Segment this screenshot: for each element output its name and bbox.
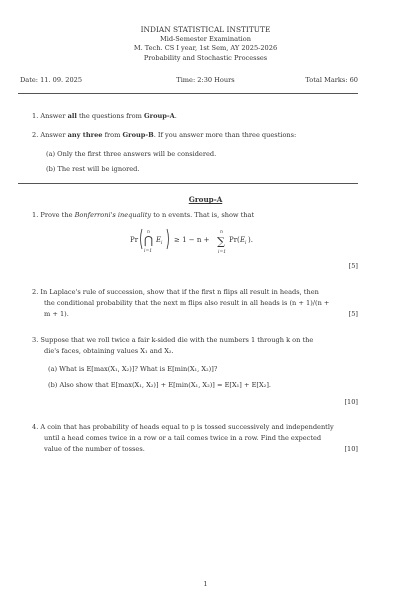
q4-line-3: value of the number of tosses.: [44, 445, 145, 453]
q3-line-1: 3. Suppose that we roll twice a fair k-sided die with the numbers 1 through k on the: [32, 336, 314, 344]
svg-text:i=1: i=1: [144, 249, 153, 254]
instruction-2-end: . If you answer more than three questions:: [153, 131, 297, 139]
svg-text:).: ).: [248, 236, 253, 244]
page-number: 1: [203, 580, 208, 588]
exam-duration: Time: 2:30 Hours: [176, 76, 235, 84]
total-marks: Total Marks: 60: [305, 76, 358, 84]
svg-text:E: E: [156, 236, 162, 244]
q1-text: 1. Prove the: [32, 211, 75, 219]
program-line: M. Tech. CS I year, 1st Sem, AY 2025-2026: [133, 44, 278, 52]
svg-text:∑: ∑: [217, 235, 225, 248]
q1-theorem-name: Bonferroni's inequality: [74, 211, 152, 219]
instruction-1-text: 1. Answer: [32, 112, 68, 120]
instruction-1: [32, 112, 177, 120]
q4-marks: [10]: [344, 445, 358, 453]
instruction-2: [32, 131, 296, 139]
instruction-2-emphasis: any three: [67, 131, 103, 139]
q3-part-b: (b) Also show that E[max(X₁, X₂)] + E[min(X₁, X₂)] = E[X₁] + E[X₂].: [48, 381, 271, 389]
q3-part-a: (a) What is E[max(X₁, X₂)]? What is E[min(X₁, X₂)]?: [48, 365, 218, 373]
instruction-2-text: 2. Answer: [32, 131, 68, 139]
instruction-1-end: .: [174, 112, 177, 120]
svg-text:n: n: [147, 230, 150, 235]
q1-text-end: to n events. That is, show that: [151, 211, 255, 219]
instruction-1-group: Group-A: [144, 112, 175, 120]
q4-line-1: 4. A coin that has probability of heads equal to p is tossed successively and independently: [32, 423, 334, 431]
svg-text:E: E: [240, 236, 246, 244]
svg-text:Pr: Pr: [130, 236, 139, 244]
q3-line-2: die's faces, obtaining values X₁ and X₂.: [44, 347, 174, 355]
institute-name: INDIAN STATISTICAL INSTITUTE: [140, 25, 271, 34]
q1-marks: [5]: [348, 262, 358, 270]
svg-text:Pr(: Pr(: [229, 236, 240, 244]
course-name: Probability and Stochastic Processes: [143, 54, 268, 62]
q2-line-3: m + 1).: [44, 310, 69, 318]
svg-text:⋂: ⋂: [144, 234, 154, 247]
svg-text:i=1: i=1: [218, 250, 227, 255]
svg-text:n: n: [220, 230, 223, 235]
q2-line-2: the conditional probability that the next m flips also result in all heads is (n + 1)/(n +: [44, 299, 330, 307]
instructions-divider: [18, 183, 358, 184]
instruction-1-emphasis: all: [67, 112, 77, 120]
instruction-2a: (a) Only the first three answers will be considered.: [46, 150, 217, 158]
instruction-2b: (b) The rest will be ignored.: [46, 165, 140, 173]
instruction-1-text-mid: the questions from: [76, 112, 144, 120]
instruction-2-text-mid: from: [102, 131, 123, 139]
exam-title: Mid-Semester Examination: [159, 35, 252, 43]
question-1: [32, 211, 254, 219]
header-divider: [18, 93, 358, 94]
exam-date: Date: 11. 09. 2025: [20, 76, 83, 84]
instruction-2-group: Group-B: [122, 131, 154, 139]
q3-marks: [10]: [344, 398, 358, 406]
svg-text:i: i: [245, 241, 247, 246]
group-a-title: Group-A: [188, 195, 223, 204]
q2-line-1: 2. In Laplace's rule of succession, show that if the first n flips all result in heads, then: [32, 288, 319, 296]
svg-text:i: i: [161, 241, 163, 246]
svg-text:≥ 1 − n +: ≥ 1 − n +: [174, 236, 210, 244]
bonferroni-inequality-formula: [130, 222, 280, 256]
q2-marks: [5]: [348, 310, 358, 318]
q4-line-2: until a head comes twice in a row or a tail comes twice in a row. Find the expected: [44, 434, 322, 442]
